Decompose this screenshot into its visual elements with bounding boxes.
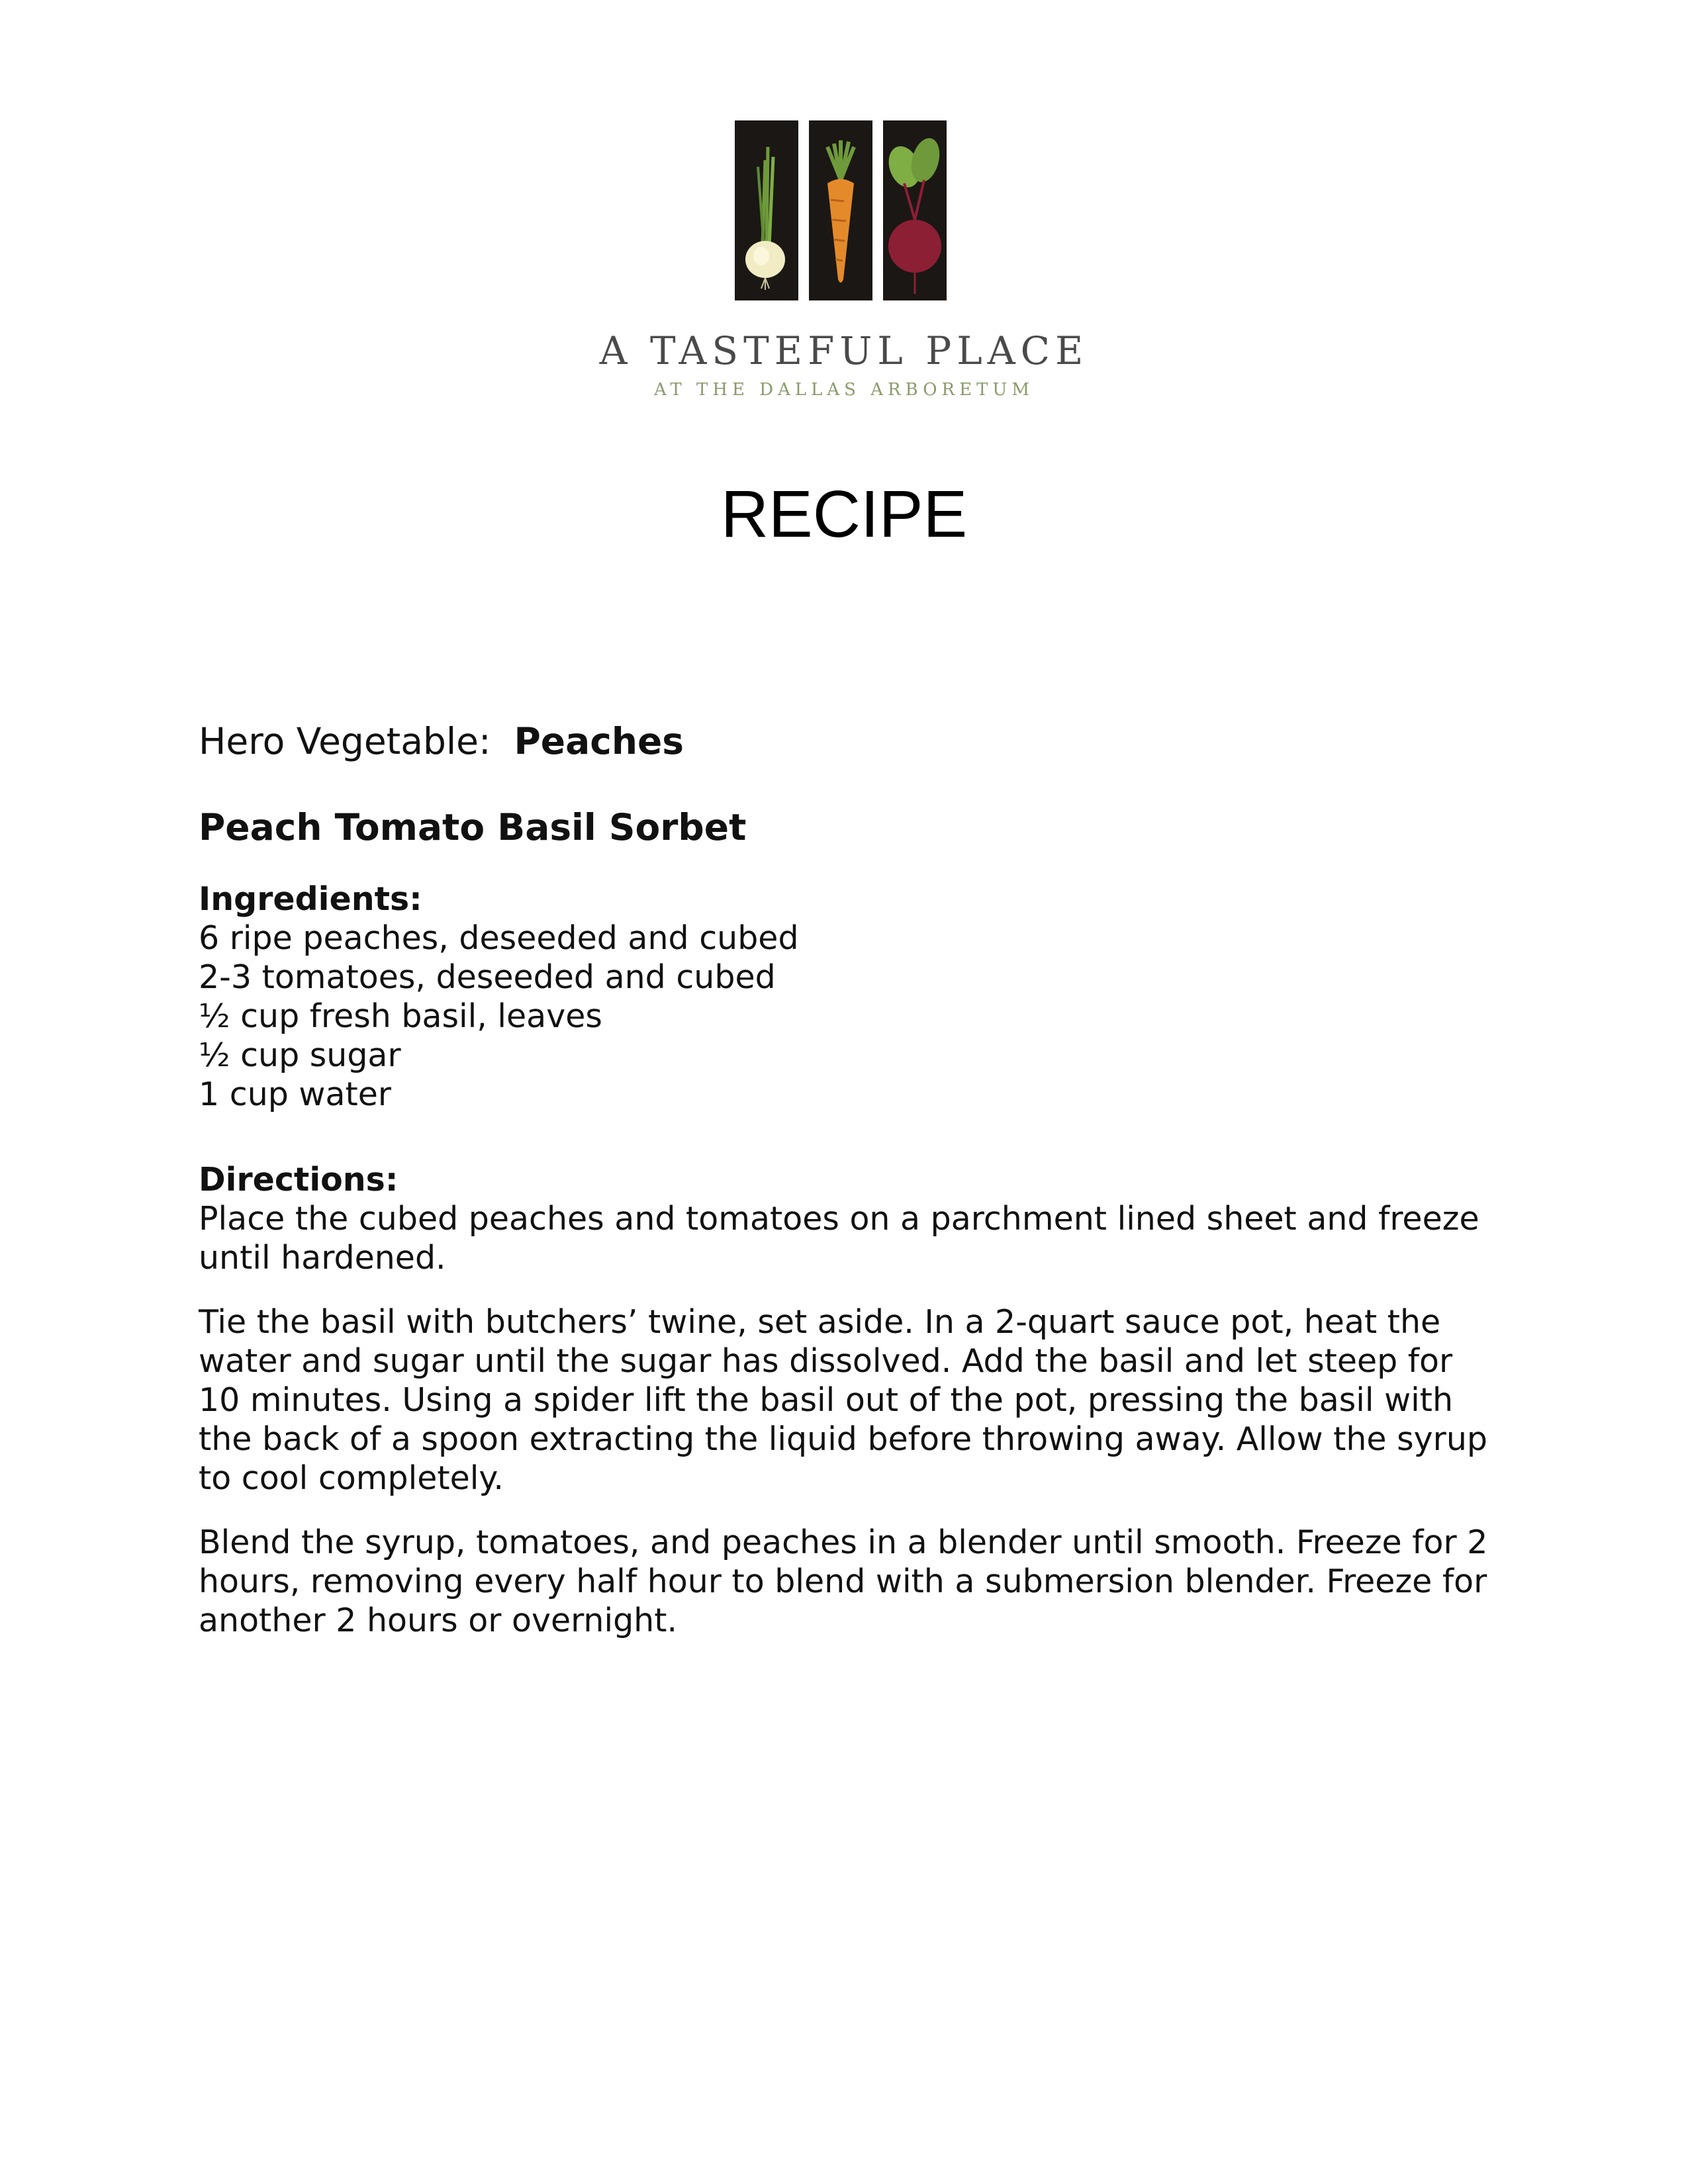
ingredient-item: ½ cup fresh basil, leaves: [199, 997, 602, 1035]
dish-name: Peach Tomato Basil Sorbet: [199, 806, 747, 848]
ingredient-item: ½ cup sugar: [199, 1036, 401, 1074]
hero-value: Peaches: [514, 720, 684, 762]
ingredient-item: 1 cup water: [199, 1075, 392, 1113]
direction-paragraph: Tie the basil with butchers’ twine, set aside. In a 2-quart sauce pot, heat the water and sugar until the sugar has dissolved. Add the basil and let steep for 10 minutes. Using a spider lift the basil out of the pot, pressing the basil with the back of a spoon extracting the liquid before throwing away. Allow the syrup to cool completely.: [199, 1303, 1487, 1497]
ingredient-item: 2-3 tomatoes, deseeded and cubed: [199, 958, 776, 996]
ingredients-list: [199, 919, 1496, 1114]
logo-name: A TASTEFUL PLACE: [599, 328, 1089, 373]
logo-subtitle: AT THE DALLAS ARBORETUM: [654, 380, 1034, 400]
recipe-content: [199, 718, 1496, 1665]
hero-line: [199, 718, 1496, 764]
page-title: RECIPE: [720, 477, 968, 551]
hero-label: Hero Vegetable:: [199, 720, 491, 762]
direction-paragraph: Blend the syrup, tomatoes, and peaches in a blender until smooth. Freeze for 2 hours, removing every half hour to blend with a submersion blender. Freeze for another 2 hours or overnight.: [199, 1524, 1488, 1639]
ingredient-item: 6 ripe peaches, deseeded and cubed: [199, 919, 799, 957]
directions-heading: Directions:: [199, 1161, 399, 1199]
ingredients-heading: Ingredients:: [199, 880, 422, 918]
vegetable-logo-icon: [735, 120, 947, 300]
direction-paragraph: Place the cubed peaches and tomatoes on a parchment lined sheet and freeze until hardened.: [199, 1200, 1479, 1277]
logo: [735, 120, 947, 300]
